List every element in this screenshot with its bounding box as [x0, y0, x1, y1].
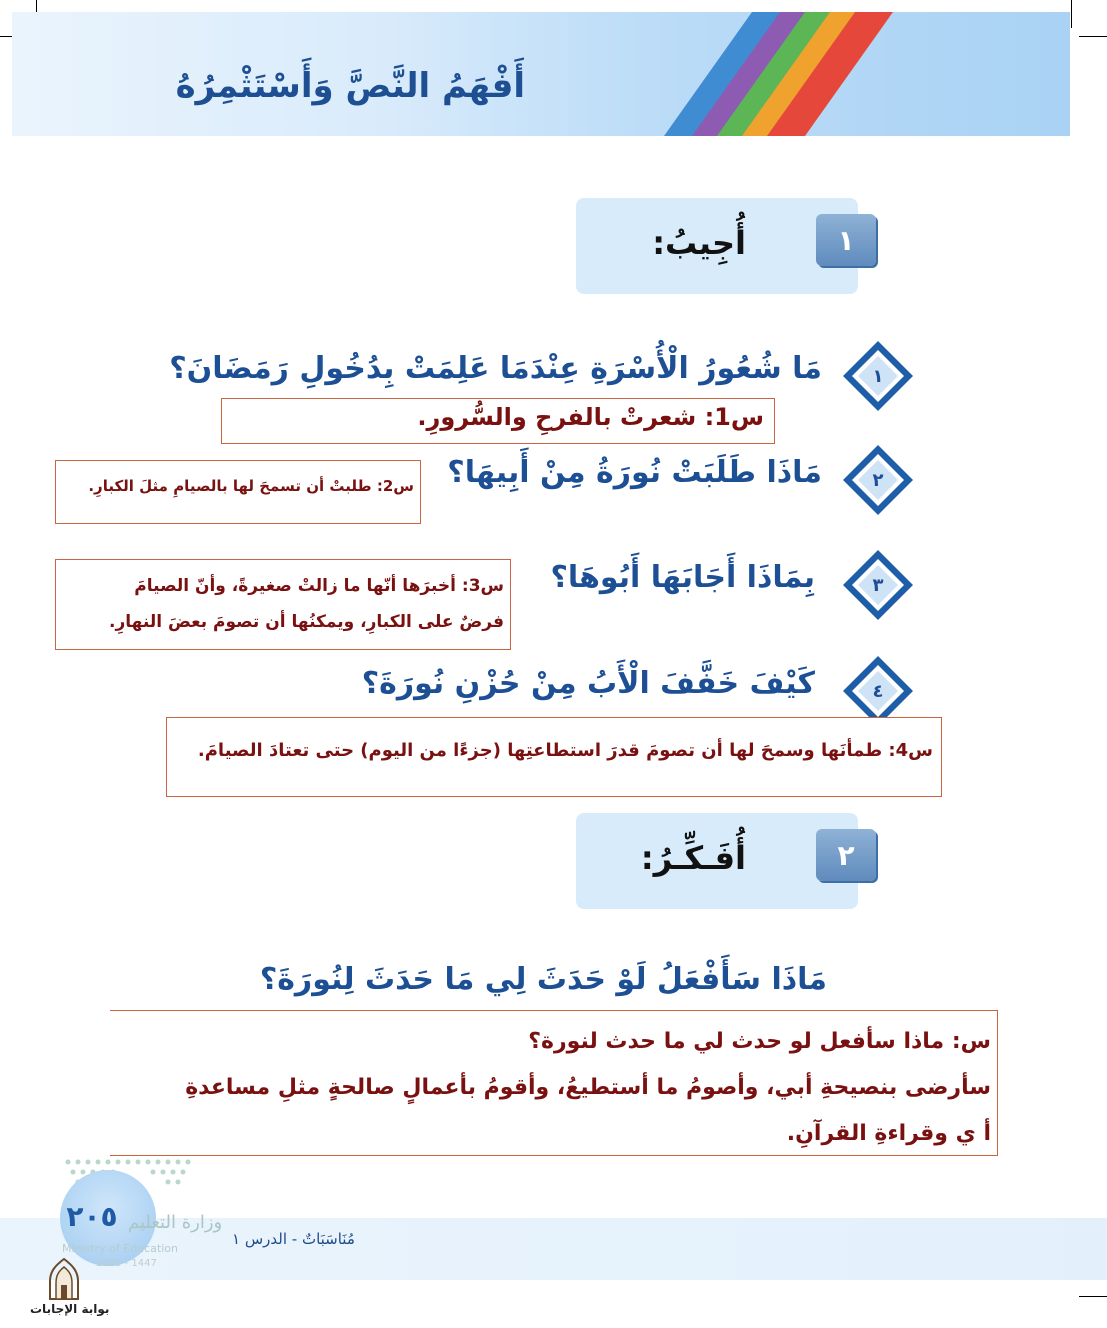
page-title: أَفْهَمُ النَّصَّ وَأَسْتَثْمِرُهُ [175, 66, 525, 106]
answer-box [55, 460, 421, 524]
edition-year: 2025 - 1447 [96, 1258, 157, 1269]
question-text: مَاذَا طَلَبَتْ نُورَةُ مِنْ أَبِيهَا؟ [447, 455, 822, 490]
answer-box [221, 398, 775, 444]
answer-line: فرضٌ على الكبارِ، ويمكنُها أن تصومَ بعضَ النهارِ. [109, 612, 504, 632]
crop-mark [1071, 0, 1072, 28]
think-question: مَاذَا سَأَفْعَلُ لَوْ حَدَثَ لِي مَا حَدَثَ لِنُورَةَ؟ [259, 962, 827, 997]
question-text: بِمَاذَا أَجَابَهَا أَبُوهَا؟ [550, 560, 815, 595]
rainbow-stripes [12, 12, 1070, 136]
answer-line: أ ي وقراءةِ القرآنِ. [786, 1121, 991, 1146]
section-label: أُجِيبُ: [652, 224, 746, 262]
ministry-name-arabic: وزارة التعليم [128, 1212, 223, 1233]
answer-line: س: ماذا سأفعل لو حدث لي ما حدث لنورة؟ [528, 1029, 991, 1054]
answer-line: سأرضى بنصيحةِ أبي، وأصومُ ما أستطيعُ، وأقومُ بأعمالٍ صالحةٍ مثلِ مساعدةِ [185, 1075, 991, 1100]
ministry-name-english: Ministry of Education [62, 1242, 179, 1255]
section-number: ١ [816, 214, 876, 266]
think-answer-box [110, 1010, 998, 1156]
section-think-box [576, 813, 858, 909]
mosque-logo-icon [44, 1257, 84, 1301]
site-name: بوابة الإجابات [30, 1302, 110, 1316]
answer-line: س3: أخبرَها أنّها ما زالتْ صغيرةً، وأنّ الصيامَ [134, 576, 504, 596]
question-marker: ٢ [840, 442, 916, 518]
section-label: أُفَـكِّـرُ: [640, 839, 746, 877]
answer-box [166, 717, 942, 797]
question-marker: ٤ [840, 653, 916, 729]
crop-mark [1079, 36, 1107, 37]
question-marker: ٣ [840, 547, 916, 623]
question-text: كَيْفَ خَفَّفَ الْأَبُ مِنْ حُزْنِ نُورَةَ؟ [361, 666, 815, 701]
answer-line: س1: شعرتْ بالفرحِ والسُّرورِ. [417, 403, 764, 431]
answer-box [55, 559, 511, 650]
section-number: ٢ [816, 829, 876, 881]
answer-line: س2: طلبتْ أن تسمحَ لها بالصيامِ مثلَ الكبارِ. [88, 477, 414, 495]
crop-mark [1079, 1296, 1107, 1297]
question-marker: ١ [840, 338, 916, 414]
section-answer-box [576, 198, 858, 294]
page-number: ٢٠٥ [66, 1200, 118, 1233]
question-text: مَا شُعُورُ الْأُسْرَةِ عِنْدَمَا عَلِمَتْ بِدُخُولِ رَمَضَانَ؟ [169, 351, 822, 386]
lesson-header [12, 12, 1070, 136]
answer-line: س4: طمأنَها وسمحَ لها أن تصومَ قدرَ استطاعتِها (جزءًا من اليوم) حتى تعتادَ الصيامَ. [197, 740, 933, 761]
lesson-footer: مُنَاسَبَاتٌ - الدرس ١ [232, 1230, 355, 1248]
